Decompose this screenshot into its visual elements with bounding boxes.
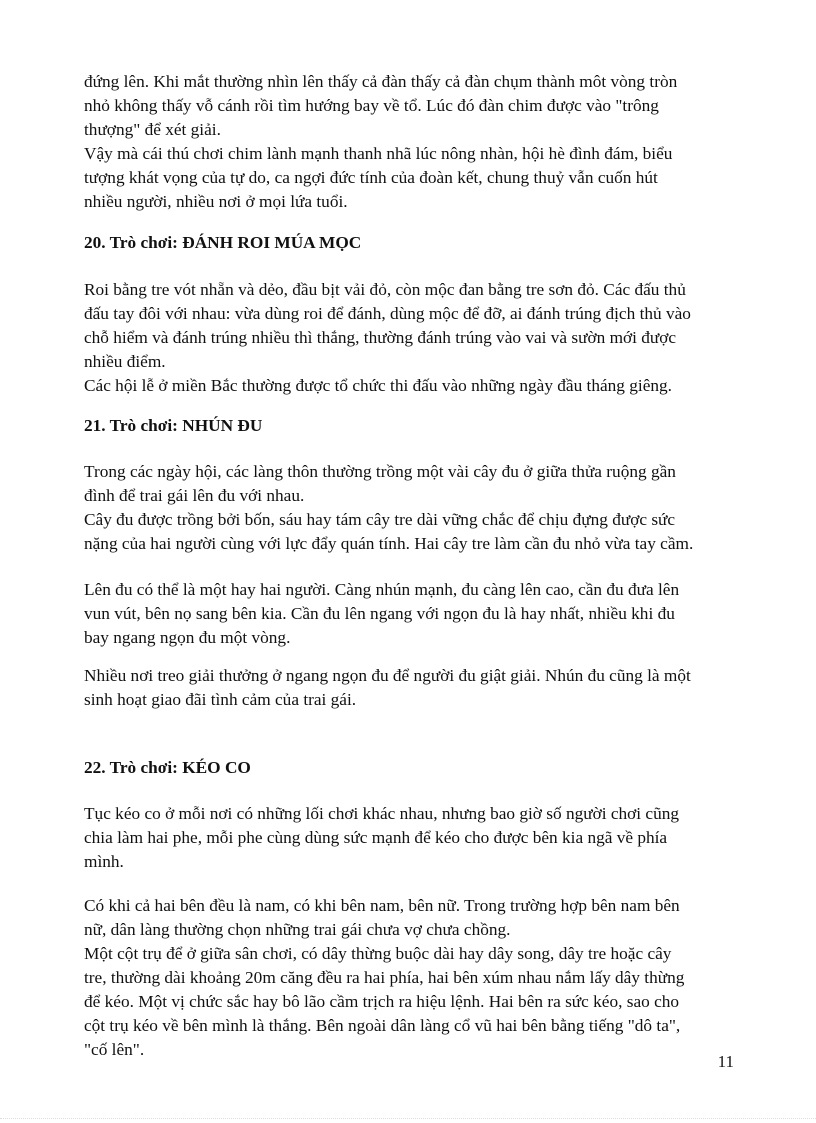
text-line: chỗ hiểm và đánh trúng nhiều thì thắng, thường đánh trúng vào vai và sườn mới được: [84, 328, 677, 347]
section-22-paragraph-2: [84, 894, 764, 1062]
text-line: Có khi cả hai bên đều là nam, có khi bên nam, bên nữ. Trong trường hợp bên nam bên: [84, 896, 680, 915]
text-line: Cây đu được trồng bởi bốn, sáu hay tám cây tre dài vững chắc để chịu đựng được sức: [84, 510, 676, 529]
text-line: tre, thường dài khoảng 20m căng đều ra hai phía, hai bên xúm nhau nắm lấy dây thừng: [84, 968, 685, 987]
section-21-paragraph-3: [84, 664, 764, 712]
intro-paragraph: [84, 70, 764, 214]
text-line: Nhiều nơi treo giải thưởng ở ngang ngọn đu để người đu giật giải. Nhún đu cũng là một: [84, 666, 691, 685]
section-heading-20: 20. Trò chơi: ĐÁNH ROI MÚA MỌC: [84, 233, 362, 252]
text-line: cột trụ kéo về bên mình là thắng. Bên ngoài dân làng cổ vũ hai bên bằng tiếng "dô ta",: [84, 1016, 681, 1035]
text-line: nhiều điểm.: [84, 352, 166, 371]
section-heading-22: 22. Trò chơi: KÉO CO: [84, 758, 251, 777]
text-line: nữ, dân làng thường chọn những trai gái chưa vợ chưa chồng.: [84, 920, 511, 939]
text-line: để kéo. Một vị chức sắc hay bô lão cầm trịch ra hiệu lệnh. Hai bên ra sức kéo, sao cho: [84, 992, 680, 1011]
text-line: Lên đu có thể là một hay hai người. Càng nhún mạnh, đu càng lên cao, cần đu đưa lên: [84, 580, 680, 599]
text-line: "cố lên".: [84, 1040, 145, 1059]
text-line: bay ngang ngọn đu một vòng.: [84, 628, 291, 647]
text-line: đứng lên. Khi mắt thường nhìn lên thấy cả đàn thấy cả đàn chụm thành môt vòng tròn: [84, 72, 678, 91]
text-line: chia làm hai phe, mỗi phe cùng dùng sức mạnh để kéo cho được bên kia ngã về phía: [84, 828, 668, 847]
section-22-paragraph-1: [84, 802, 764, 874]
text-line: nặng của hai người cùng với lực đẩy quán tính. Hai cây tre làm cần đu nhỏ vừa tay cầm.: [84, 534, 694, 553]
text-line: đình để trai gái lên đu với nhau.: [84, 486, 305, 505]
page-edge-divider: [0, 1118, 816, 1119]
text-line: thượng" để xét giải.: [84, 120, 221, 139]
text-line: Tục kéo co ở mỗi nơi có những lối chơi khác nhau, nhưng bao giờ số người chơi cũng: [84, 804, 680, 823]
page-number: 11: [717, 1052, 734, 1071]
text-line: Roi bằng tre vót nhẵn và dẻo, đầu bịt vải đỏ, còn mộc đan bằng tre sơn đỏ. Các đấu thủ: [84, 280, 686, 299]
section-heading-21: 21. Trò chơi: NHÚN ĐU: [84, 416, 263, 435]
text-line: Trong các ngày hội, các làng thôn thường trồng một vài cây đu ở giữa thửa ruộng gần: [84, 462, 676, 481]
text-line: tượng khát vọng của tự do, ca ngợi đức tính của đoàn kết, chung thuỷ vẫn cuốn hút: [84, 168, 658, 187]
text-line: vun vút, bên nọ sang bên kia. Cần đu lên ngang với ngọn đu là hay nhất, nhiều khi đu: [84, 604, 675, 623]
section-21-paragraph-2: [84, 578, 764, 650]
text-line: Một cột trụ để ở giữa sân chơi, có dây thừng buộc dài hay dây song, dây tre hoặc cây: [84, 944, 672, 963]
text-line: nhiều người, nhiều nơi ở mọi lứa tuổi.: [84, 192, 348, 211]
text-line: đấu tay đôi với nhau: vừa dùng roi để đánh, dùng mộc để đỡ, ai đánh trúng địch thủ vào: [84, 304, 691, 323]
text-line: mình.: [84, 852, 124, 871]
text-line: Vậy mà cái thú chơi chim lành mạnh thanh nhã lúc nông nhàn, hội hè đình đám, biểu: [84, 144, 673, 163]
text-line: nhỏ không thấy vỗ cánh rồi tìm hướng bay về tổ. Lúc đó đàn chim được vào "trông: [84, 96, 659, 115]
text-line: Các hội lễ ở miền Bắc thường được tổ chức thi đấu vào những ngày đầu tháng giêng.: [84, 376, 672, 395]
section-21-paragraph-1: [84, 460, 764, 556]
section-20-paragraph: [84, 278, 764, 398]
text-line: sinh hoạt giao đãi tình cảm của trai gái.: [84, 690, 357, 709]
